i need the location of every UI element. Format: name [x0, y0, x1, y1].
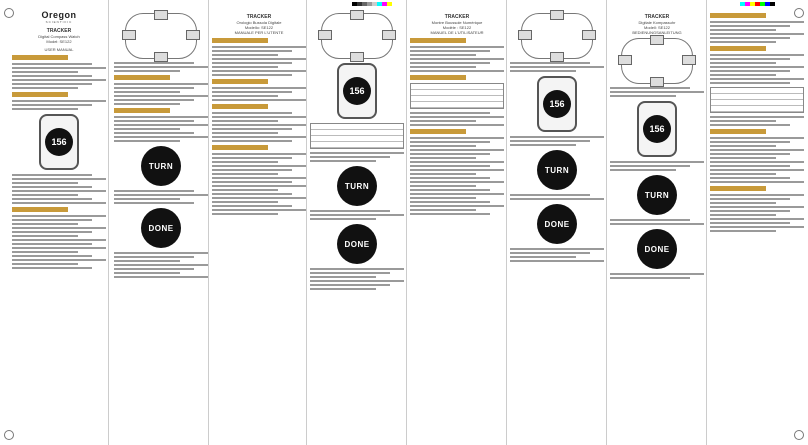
product-title: TRACKER: [246, 14, 272, 20]
mode-flow-diagram: [125, 13, 197, 59]
turn-screen: TURN: [141, 146, 181, 186]
product-subtitle: Montre Boussole Numérique: [431, 20, 483, 25]
watch-display: 156: [643, 115, 671, 143]
manual-label: USER MANUAL: [44, 47, 74, 52]
product-subtitle: Orologio Bussola Digitale: [236, 20, 282, 25]
manual-label: BEDIENUNGSANLEITUNG: [632, 30, 682, 35]
turn-screen: TURN: [537, 150, 577, 190]
german-cover-panel: [610, 10, 704, 435]
product-title: TRACKER: [46, 28, 72, 34]
color-calibration-bar-right: [740, 2, 775, 6]
section-header: [12, 92, 68, 97]
done-screen: DONE: [141, 208, 181, 248]
section-header: [12, 55, 68, 60]
done-screen: DONE: [637, 229, 677, 269]
product-model: Modell: SE122: [643, 25, 670, 30]
product-model: Modèle : SE122: [442, 25, 472, 30]
color-calibration-bar: [352, 2, 392, 6]
italian-cover-panel: [212, 10, 306, 435]
watch-display: 156: [343, 77, 371, 105]
done-screen: DONE: [537, 204, 577, 244]
watch-diagram: [537, 76, 577, 132]
product-title: TRACKER: [444, 14, 470, 20]
brand-tagline: SCIENTIFIC: [45, 20, 73, 24]
french-content-panel: [510, 10, 604, 435]
english-cover-panel: [12, 10, 106, 435]
mode-table: [310, 123, 404, 149]
manual-label: MANUEL DE L'UTILISATEUR: [430, 30, 484, 35]
manual-label: MANUALE PER L'UTENTE: [234, 30, 284, 35]
english-content-panel: [114, 10, 208, 435]
watch-diagram: [337, 63, 377, 119]
product-model: Modello: SE122: [244, 25, 274, 30]
product-title: TRACKER: [644, 14, 670, 20]
brand-logo: Oregon: [41, 10, 77, 20]
watch-display: 156: [45, 128, 73, 156]
turn-screen: TURN: [637, 175, 677, 215]
mode-flow-diagram: [321, 13, 393, 59]
mode-table: [710, 87, 804, 113]
watch-diagram: [637, 101, 677, 157]
section-header: [12, 207, 68, 212]
done-screen: DONE: [337, 224, 377, 264]
product-subtitle: Digitale Kompassuhr: [638, 20, 676, 25]
italian-content-panel: [310, 10, 404, 435]
french-cover-panel: [410, 10, 504, 435]
watch-diagram: [39, 114, 79, 170]
mode-flow-diagram: [621, 38, 693, 84]
turn-screen: TURN: [337, 166, 377, 206]
watch-display: 156: [543, 90, 571, 118]
mode-flow-diagram: [521, 13, 593, 59]
product-subtitle: Digital Compass Watch: [38, 34, 80, 39]
mode-table: [410, 83, 504, 109]
german-content-panel: [710, 10, 804, 435]
product-model: Model: SE122: [46, 39, 72, 44]
